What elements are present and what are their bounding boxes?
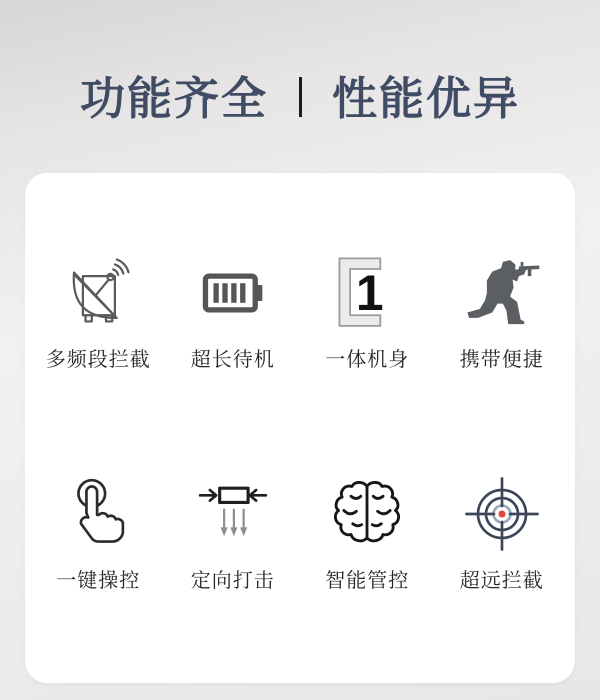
target-center-dot	[498, 510, 505, 517]
numeral-one: 1	[356, 264, 384, 321]
feature-item-multiband-intercept	[31, 253, 166, 372]
feature-label: 携带便捷	[459, 348, 544, 371]
feature-label: 超长待机	[190, 348, 275, 371]
feature-item-directional-strike	[166, 474, 301, 593]
title-left: 功能齐全	[79, 73, 268, 125]
feature-label: 多频段拦截	[45, 348, 151, 371]
features-card	[25, 173, 575, 683]
feature-label: 定向打击	[190, 569, 275, 592]
feature-item-portable	[435, 253, 570, 372]
tap-hand-icon	[58, 474, 138, 554]
feature-item-one-key-control	[31, 474, 166, 593]
title-right: 性能优异	[332, 73, 521, 125]
brain-icon	[327, 474, 407, 554]
feature-item-long-standby	[166, 253, 301, 372]
crosshair-target-icon	[462, 474, 542, 554]
feature-label: 一键操控	[56, 569, 141, 592]
page-title	[0, 0, 600, 123]
title-divider	[299, 77, 302, 117]
kneeling-soldier-icon	[462, 253, 542, 333]
feature-label: 一体机身	[325, 348, 410, 371]
feature-item-long-range-intercept	[435, 474, 570, 593]
feature-row-2	[25, 474, 575, 593]
feature-label: 智能管控	[325, 569, 410, 592]
unibody-frame-icon	[327, 253, 407, 333]
satellite-dish-icon	[58, 253, 138, 333]
directional-strike-icon	[193, 474, 273, 554]
feature-item-unibody	[300, 253, 435, 372]
feature-row-1	[25, 253, 575, 372]
feature-label: 超远拦截	[459, 569, 544, 592]
feature-item-smart-control	[300, 474, 435, 593]
battery-icon	[193, 253, 273, 333]
